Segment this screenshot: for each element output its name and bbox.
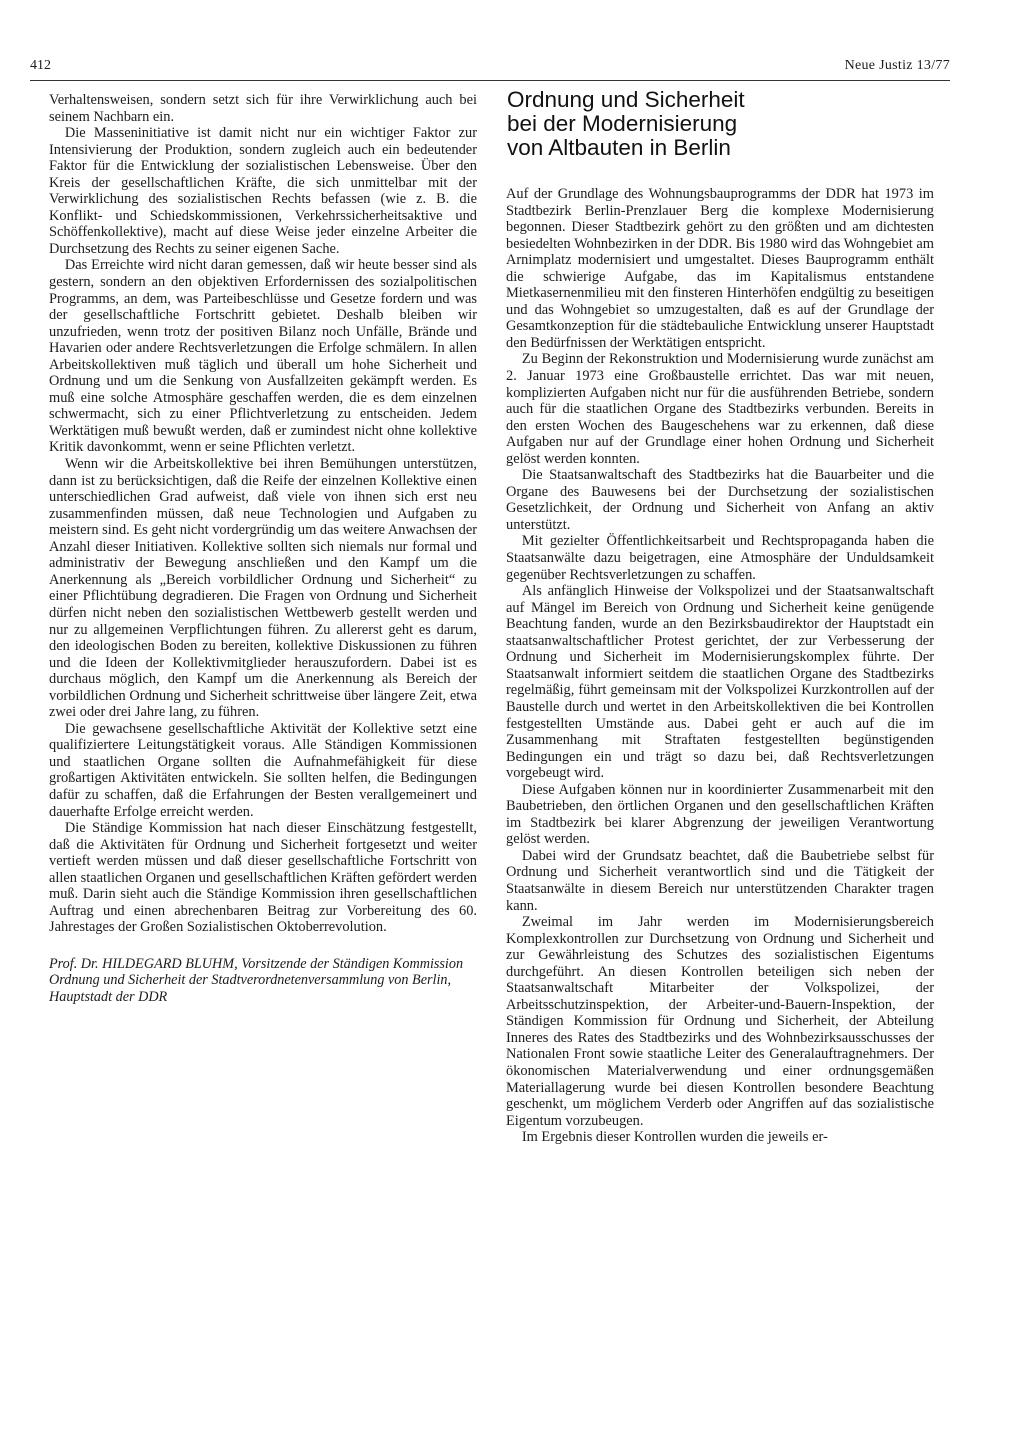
right-paragraph: Im Ergebnis dieser Kontrollen wurden die jeweils er- [521,1129,828,1146]
title-line: von Altbauten in Berlin [507,135,731,160]
article-title [507,88,947,160]
author-signature [49,956,477,1006]
right-paragraph: Dabei wird der Grundsatz beachtet, daß die Baubetriebe selbst für Ordnung und Sicherheit verantwortlich sind und die Tätigkeit der Staatsanwälte in diesem Bereich nur unterstützenden Charakter tragen kann. [506,847,934,914]
right-paragraph: Diese Aufgaben können nur in koordinierter Zusammenarbeit mit den Baubetrieben, den örtlichen Organen und den gesellschaftlichen Kräften im Stadtbezirk bei klarer Abgrenzung der jeweiligen Verantwortung gelöst werden. [506,781,934,848]
page-number: 412 [30,58,51,73]
left-paragraph: Die Ständige Kommission hat nach dieser Einschätzung festgestellt, daß die Aktivitäten für Ordnung und Sicherheit fortgesetzt und weiter vertieft werden müssen und daß dieser gesellschaftliche Fortschritt von allen staatlichen Organen und gesellschaftlichen Kräften gefördert werden muß. Darin sieht auch die Ständige Kommission ihren gesellschaftlichen Auftrag und einen abrechenbaren Beitrag zur Vorbereitung des 60. Jahrestages der Großen Sozialistischen Oktoberrevolution. [49,820,477,936]
title-line: bei der Modernisierung [507,111,738,136]
right-paragraph: Die Staatsanwaltschaft des Stadtbezirks hat die Bauarbeiter und die Organe des Bauwesens bei der Durchsetzung der sozialistischen Gesetzlichkeit, der Ordnung und Sicherheit von Anfang an aktiv unterstützt. [506,467,934,533]
right-paragraph: Zweimal im Jahr werden im Modernisierungsbereich Komplexkontrollen zur Durchsetzung von Ordnung und Sicherheit und zur Gewährleistung des Schutzes des sozialistischen Eigentums durchgeführt. An diesen Kontrollen beteiligen sich neben der Staatsanwaltschaft Mitarbeiter der Volkspolizei, der Arbeitsschutzinspektion, der Arbeiter-und-Bauern-Inspektion, der Ständigen Kommission für Ordnung und Sicherheit, der Abteilung Inneres des Rates des Stadtbezirks und des Wohnbezirksausschusses der Nationalen Front sowie staatliche Leiter des Generalauftragnehmers. Der ökonomischen Materialverwendung und einer ordnungsgemäßen Materiallagerung wurde bei diesen Kontrollen besondere Beachtung geschenkt, um möglichem Verderb oder Angriffen auf das sozialistische Eigentum vorzubeugen. [506,914,934,1129]
right-paragraph: Als anfänglich Hinweise der Volkspolizei und der Staatsanwaltschaft auf Mängel im Bereich von Ordnung und Sicherheit keine genügende Beachtung fanden, wurde an den Bezirksbaudirektor der Hauptstadt ein staatsanwaltschaftlicher Protest gerichtet, der zur Verbesserung der Ordnung und Sicherheit im Modernisierungskomplex führte. Der Staatsanwalt informiert seitdem die staatlichen Organe des Stadtbezirks regelmäßig, führt gemeinsam mit der Volkspolizei Kurzkontrollen auf der Baustelle durch und wertet in den Arbeitskollektiven die bei Kontrollen festgestellten Umstände aus. Dabei geht er auch auf die im Zusammenhang mit Straftaten festgestellten begünstigenden Bedingungen ein und trägt so dazu bei, daß Rechtsverletzungen vorgebeugt wird. [506,583,934,782]
left-paragraph: Die Masseninitiative ist damit nicht nur ein wichtiger Faktor zur Intensivierung der Produktion, sondern zugleich auch ein bedeutender Faktor für die Entwicklung der sozialistischen Lebensweise. Über den Kreis der gesellschaftlichen Kräfte, die sich unmittelbar mit der Verwirklichung des sozialistischen Rechts befassen (wie z. B. die Konflikt- und Schiedskommissionen, Verkehrssicherheitsaktive und Schöffenkollektive), macht auf diese Weise jeder einzelne Arbeiter die Durchsetzung des Rechts zu seiner eigenen Sache. [49,125,477,257]
title-line: Ordnung und Sicherheit [507,87,745,112]
page-header [30,58,950,81]
right-column [506,186,934,1146]
left-paragraph: Wenn wir die Arbeitskollektive bei ihren Bemühungen unterstützen, dann ist zu berücksichtigen, daß die Reife der einzelnen Kollektive einen unterschiedlichen Grad aufweist, daß viele von ihnen sich erst neu zusammenfinden müssen, daß neue Technologien und Aufgaben zu meistern sind. Es geht nicht vordergründig um das weitere Anwachsen der Anzahl dieser Initiativen. Kollektive sollten sich niemals nur formal und administrativ der Bewegung anschließen und den Kampf um die Anerkennung als „Bereich vorbildlicher Ordnung und Sicherheit“ zu einer Pflichtübung degradieren. Die Fragen von Ordnung und Sicherheit dürfen nicht neben den sozialistischen Wettbewerb gestellt werden und nur zu allgemeinen Verpflichtungen führen. Zu allererst geht es darum, den ideologischen Boden zu bereiten, kollektive Diskussionen zu führen und die Ideen der Kollektivmitglieder herauszufordern. Dabei ist es durchaus möglich, den Kampf um die Anerkennung als Bereich der vorbildlichen Ordnung und Sicherheit schrittweise über längere Zeit, etwa zwei oder drei Jahre lang, zu führen. [49,456,477,721]
author-name: Prof. Dr. HILDEGARD BLUHM, [49,955,238,972]
right-paragraph: Zu Beginn der Rekonstruktion und Modernisierung wurde zunächst am 2. Januar 1973 eine Großbaustelle errichtet. Das war mit neuen, komplizierten Aufgaben nicht nur für die ausführenden Betriebe, sondern auch für die staatlichen Organe des Stadtbezirks verbunden. Bereits in den ersten Wochen des Baugeschehens war zu erkennen, daß diese Aufgaben nur auf der Grundlage einer hohen Ordnung und Sicherheit gelöst werden konnten. [506,351,934,467]
author-role: Vorsitzende der Ständigen Kommission Ordnung und Sicherheit der Stadtverordnetenversammlung von Berlin, Hauptstadt der DDR [49,955,464,1006]
right-paragraph: Auf der Grundlage des Wohnungsbauprogramms der DDR hat 1973 im Stadtbezirk Berlin-Prenzlauer Berg die komplexe Modernisierung begonnen. Dieser Stadtbezirk gehört zu den größten und am dichtesten besiedelten Wohnbezirken in der DDR. Bis 1980 wird das Wohngebiet am Arnimplatz modernisiert und umgestaltet. Dieses Bauprogramm enthält die schwierige Aufgabe, das im Kapitalismus entstandene Mietkasernenmilieu mit den finsteren Hinterhöfen endgültig zu beseitigen und das Wohngebiet so umzugestalten, daß es auf der Grundlage der Gesamtkonzeption für die städtebauliche Entwicklung unserer Hauptstadt den Bedürfnissen der Werktätigen entspricht. [506,186,934,351]
right-paragraph: Mit gezielter Öffentlichkeitsarbeit und Rechtspropaganda haben die Staatsanwälte dazu beigetragen, eine Atmosphäre der Unduldsamkeit gegenüber Rechtsverletzungen zu schaffen. [506,533,934,583]
left-paragraph: Verhaltensweisen, sondern setzt sich für ihre Verwirklichung auch bei seinem Nachbarn ein. [49,92,477,125]
journal-issue: Neue Justiz 13/77 [844,58,950,73]
left-column [49,92,477,1006]
left-paragraph: Das Erreichte wird nicht daran gemessen, daß wir heute besser sind als gestern, sondern an den objektiven Erfordernissen des sozialpolitischen Programms, an dem, was Parteibeschlüsse und Gesetze fordern und was der gesellschaftliche Fortschritt gebietet. Deshalb bleiben wir unzufrieden, wenn trotz der positiven Bilanz noch Unfälle, Brände und Havarien oder andere Rechtsverletzungen die Erfolge schmälern. In allen Arbeitskollektiven muß täglich und überall um hohe Sicherheit und Ordnung und um die Senkung von Ausfallzeiten gekämpft werden. Es muß eine solche Atmosphäre geschaffen werden, die es dem einzelnen schwermacht, sich zu einer Pflichtverletzung zu entscheiden. Jedem Werktätigen muß bewußt werden, daß er zumindest nicht ohne kollektive Kritik davonkommt, wenn er seine Pflichten verletzt. [49,257,477,456]
left-paragraph: Die gewachsene gesellschaftliche Aktivität der Kollektive setzt eine qualifiziertere Leitungstätigkeit voraus. Alle Ständigen Kommissionen und staatlichen Organe sollten die Aufnahmefähigkeit für diese großartigen Aktivitäten entwickeln. Sie sollten helfen, die Bedingungen dafür zu schaffen, daß die Erfahrungen der Besten verallgemeinert und dauerhafte Erfolge erreicht werden. [49,720,477,820]
